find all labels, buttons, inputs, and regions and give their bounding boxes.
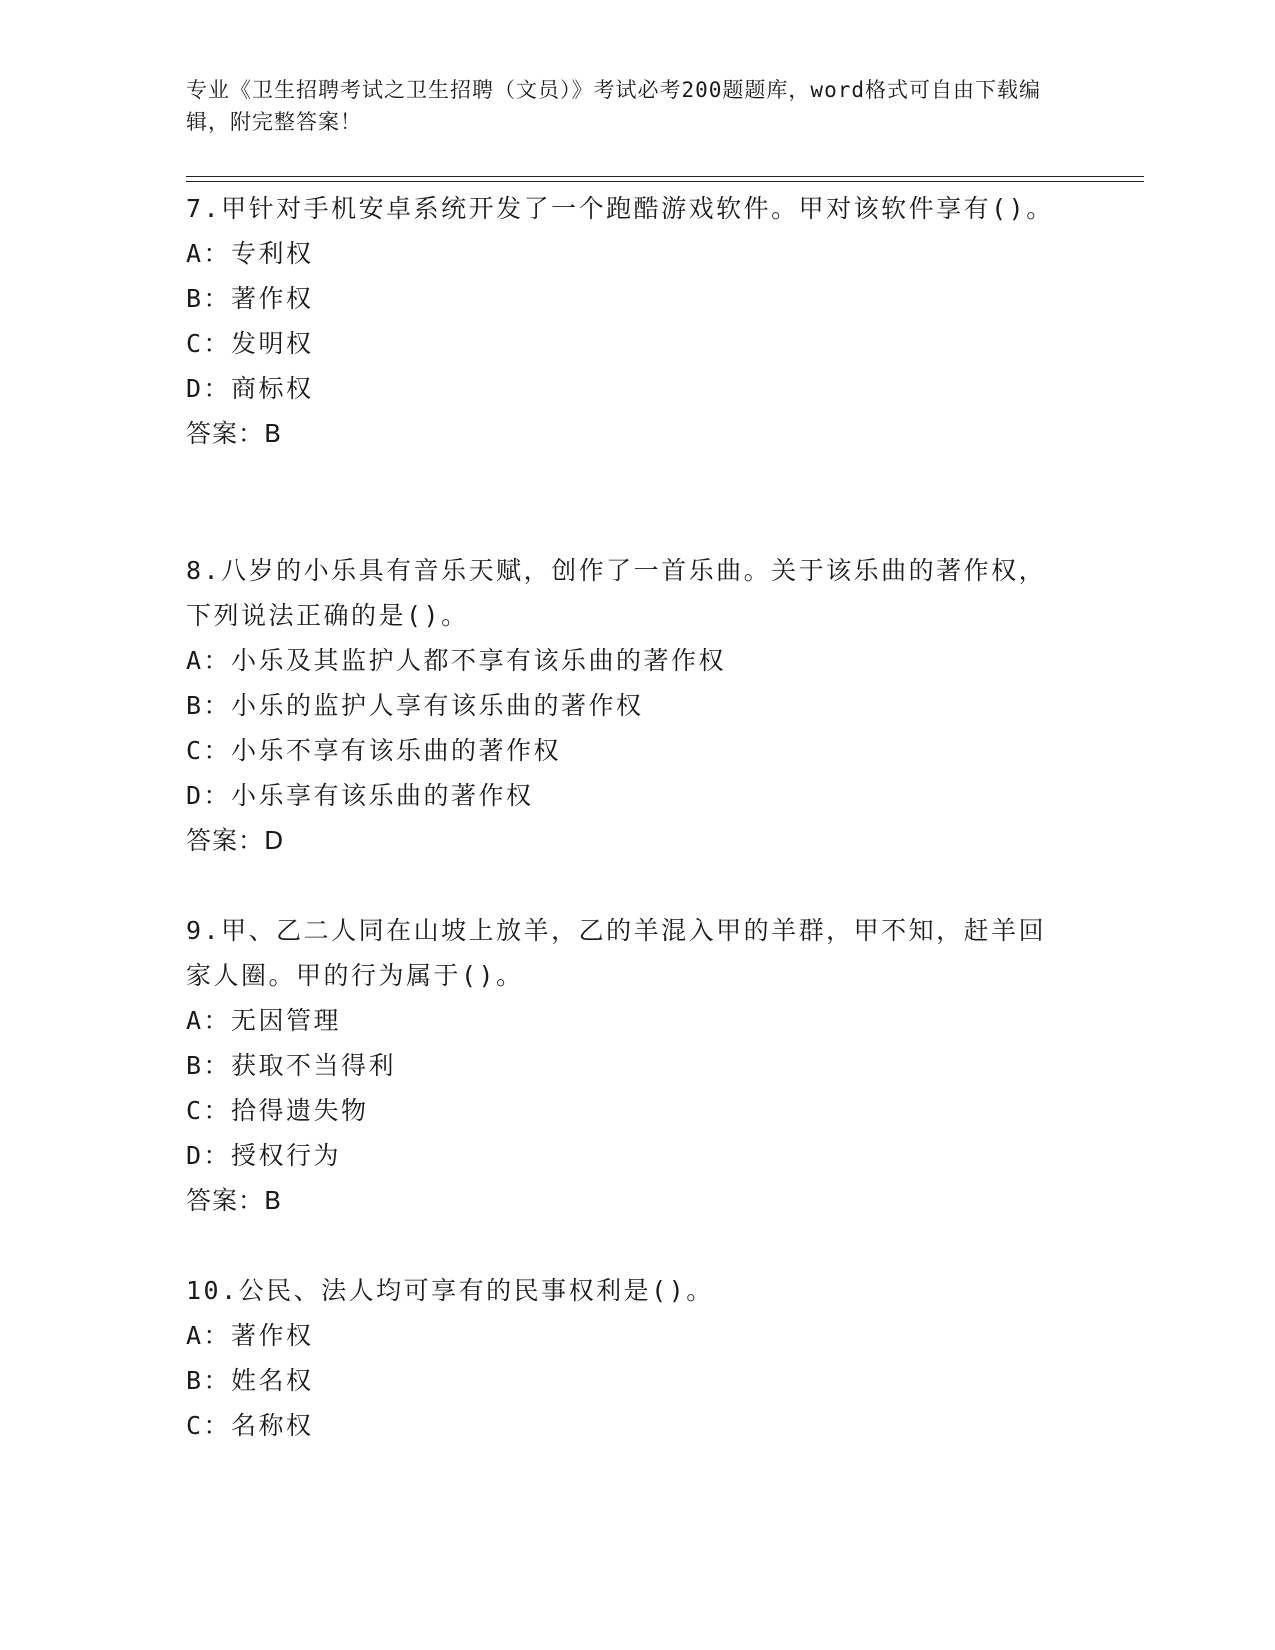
option-b: B：获取不当得利 bbox=[186, 1051, 397, 1080]
document-header: 专业《卫生招聘考试之卫生招聘（文员）》考试必考200题题库，word格式可自由下载编辑，附完整答案！ bbox=[186, 78, 1041, 134]
question-7 bbox=[186, 186, 1066, 456]
question-9 bbox=[186, 908, 1066, 1223]
answer: 答案：D bbox=[186, 826, 285, 855]
option-d: D：商标权 bbox=[186, 374, 314, 403]
answer: 答案：B bbox=[186, 1186, 283, 1215]
option-a: A：著作权 bbox=[186, 1321, 314, 1350]
option-a: A：无因管理 bbox=[186, 1006, 342, 1035]
option-a: A：专利权 bbox=[186, 239, 314, 268]
header-rule-bottom bbox=[186, 181, 1144, 182]
question-stem: 7.甲针对手机安卓系统开发了一个跑酷游戏软件。甲对该软件享有()。 bbox=[186, 194, 1054, 223]
option-c: C：拾得遗失物 bbox=[186, 1096, 369, 1125]
answer: 答案：B bbox=[186, 419, 283, 448]
question-10 bbox=[186, 1268, 1066, 1448]
option-d: D：小乐享有该乐曲的著作权 bbox=[186, 781, 534, 810]
option-a: A：小乐及其监护人都不享有该乐曲的著作权 bbox=[186, 646, 727, 675]
question-stem: 9.甲、乙二人同在山坡上放羊，乙的羊混入甲的羊群，甲不知，赶羊回家人圈。甲的行为属于()。 bbox=[186, 916, 1047, 990]
option-c: C：名称权 bbox=[186, 1411, 314, 1440]
option-c: C：小乐不享有该乐曲的著作权 bbox=[186, 736, 562, 765]
option-c: C：发明权 bbox=[186, 329, 314, 358]
question-stem: 8.八岁的小乐具有音乐天赋，创作了一首乐曲。关于该乐曲的著作权，下列说法正确的是()。 bbox=[186, 556, 1047, 630]
option-b: B：著作权 bbox=[186, 284, 314, 313]
option-d: D：授权行为 bbox=[186, 1141, 342, 1170]
question-stem: 10.公民、法人均可享有的民事权利是()。 bbox=[186, 1276, 714, 1305]
header-rule-top bbox=[186, 176, 1144, 177]
question-8 bbox=[186, 548, 1066, 863]
option-b: B：姓名权 bbox=[186, 1366, 314, 1395]
option-b: B：小乐的监护人享有该乐曲的著作权 bbox=[186, 691, 644, 720]
